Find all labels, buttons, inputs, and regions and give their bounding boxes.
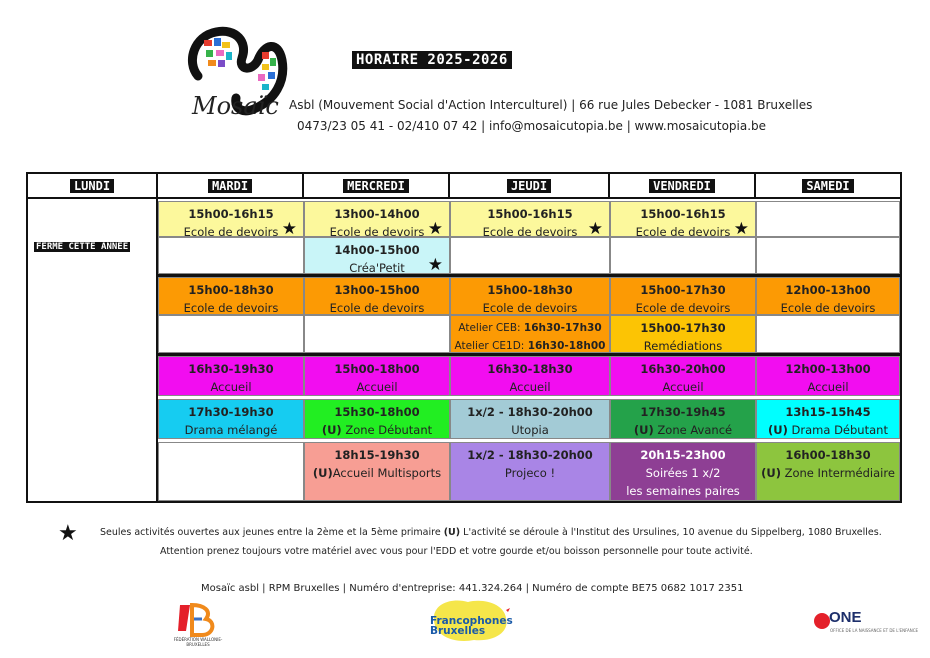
cell-mercredi-ecole-devoirs: 13h00-14h00 Ecole de devoirs ★ [304,201,450,237]
cell-vendredi-zone-avance: 17h30-19h45 (U) Zone Avancé [610,399,756,439]
day-header-jeudi: JEUDI [450,174,610,199]
day-header-mercredi: MERCREDI [304,174,450,199]
legend-line: Seules activités ouvertes aux jeunes entre la 2ème et la 5ème primaire (U) L'activité se déroule à l'Institut des Ursulines, 10 avenue du Sippelberg, 1080 Bruxelles. [100,527,882,538]
cell-vendredi-ecole-devoirs-2: 15h00-17h30 Ecole de devoirs [610,277,756,315]
monday-closed-note: FERMÉ CETTE ANNÉE [36,242,129,252]
cell-mercredi-zone-debutant: 15h30-18h00 (U) Zone Débutant [304,399,450,439]
cell-samedi-drama-debutant: 13h15-15h45 (U) Drama Débutant [756,399,900,439]
day-header-lundi: LUNDI [28,174,158,199]
fwb-label: FÉDÉRATION WALLONIE-BRUXELLES [173,637,223,647]
cell-empty [158,315,304,353]
cell-samedi-accueil: 12h00-13h00 Accueil [756,356,900,396]
cell-empty [158,442,304,501]
contact-line: 0473/23 05 41 - 02/410 07 42 | info@mosaicutopia.be | www.mosaicutopia.be [297,119,767,133]
cell-vendredi-remediations: 15h00-17h30 Remédiations [610,315,756,353]
cell-empty [610,237,756,274]
cell-vendredi-soirees: 20h15-23h00 Soirées 1 x/2 les semaines paires [610,442,756,501]
logo-wordmark: Mosaïc [192,92,279,120]
cell-empty [756,315,900,353]
day-header-mardi: MARDI [158,174,304,199]
francophones-label: Francophones Bruxelles [430,615,513,637]
one-sublabel: OFFICE DE LA NAISSANCE ET DE L'ENFANCE [830,628,919,633]
cell-empty [158,237,304,274]
star-icon: ★ [427,219,443,237]
cell-mercredi-crea-petit: 14h00-15h00 Créa'Petit ★ [304,237,450,274]
cell-jeudi-projeco: 1x/2 - 18h30-20h00 Projeco ! [450,442,610,501]
cell-mercredi-accueil: 15h00-18h00 Accueil [304,356,450,396]
star-icon: ★ [427,255,443,274]
page-title: HORAIRE 2025-2026 [352,51,512,69]
footer-text: Mosaïc asbl | RPM Bruxelles | Numéro d'entreprise: 441.324.264 | Numéro de compte BE75 0682 1017 2351 [201,583,744,594]
cell-empty [304,315,450,353]
cell-mercredi-multisports: 18h15-19h30 (U)Accueil Multisports [304,442,450,501]
cell-mardi-accueil: 16h30-19h30 Accueil [158,356,304,396]
star-icon: ★ [58,521,78,546]
cell-empty [756,237,900,274]
cell-samedi-zone-intermediaire: 16h00-18h30 (U) Zone Intermédiaire [756,442,900,501]
star-icon: ★ [733,219,749,237]
star-icon: ★ [587,219,603,237]
cell-mercredi-ecole-devoirs-2: 13h00-15h00 Ecole de devoirs [304,277,450,315]
cell-empty [450,237,610,274]
cell-jeudi-ateliers: Atelier CEB: 16h30-17h30 Atelier CE1D: 16h30-18h00 [450,315,610,353]
address-line: Asbl (Mouvement Social d'Action Interculturel) | 66 rue Jules Debecker - 1081 Bruxelles [289,98,813,112]
cell-jeudi-ecole-devoirs-2: 15h00-18h30 Ecole de devoirs [450,277,610,315]
cell-mardi-drama: 17h30-19h30 Drama mélangé [158,399,304,439]
schedule-table [26,172,902,503]
cell-vendredi-ecole-devoirs: 15h00-16h15 Ecole de devoirs ★ [610,201,756,237]
cell-mardi-ecole-devoirs-2: 15h00-18h30 Ecole de devoirs [158,277,304,315]
star-icon: ★ [281,219,297,237]
cell-samedi-ecole-devoirs: 12h00-13h00 Ecole de devoirs [756,277,900,315]
day-header-vendredi: VENDREDI [610,174,756,199]
cell-jeudi-ecole-devoirs: 15h00-16h15 Ecole de devoirs ★ [450,201,610,237]
cell-jeudi-utopia: 1x/2 - 18h30-20h00 Utopia [450,399,610,439]
cell-jeudi-accueil: 16h30-18h30 Accueil [450,356,610,396]
day-header-samedi: SAMEDI [756,174,900,199]
cell-samedi-empty [756,201,900,237]
cell-vendredi-accueil: 16h30-20h00 Accueil [610,356,756,396]
legend-warning: Attention prenez toujours votre matériel avec vous pour l'EDD et votre gourde et/ou boisson personnelle pour toute activité. [160,546,753,557]
cell-mardi-ecole-devoirs: 15h00-16h15 Ecole de devoirs ★ [158,201,304,237]
one-label: ONE [829,609,862,626]
